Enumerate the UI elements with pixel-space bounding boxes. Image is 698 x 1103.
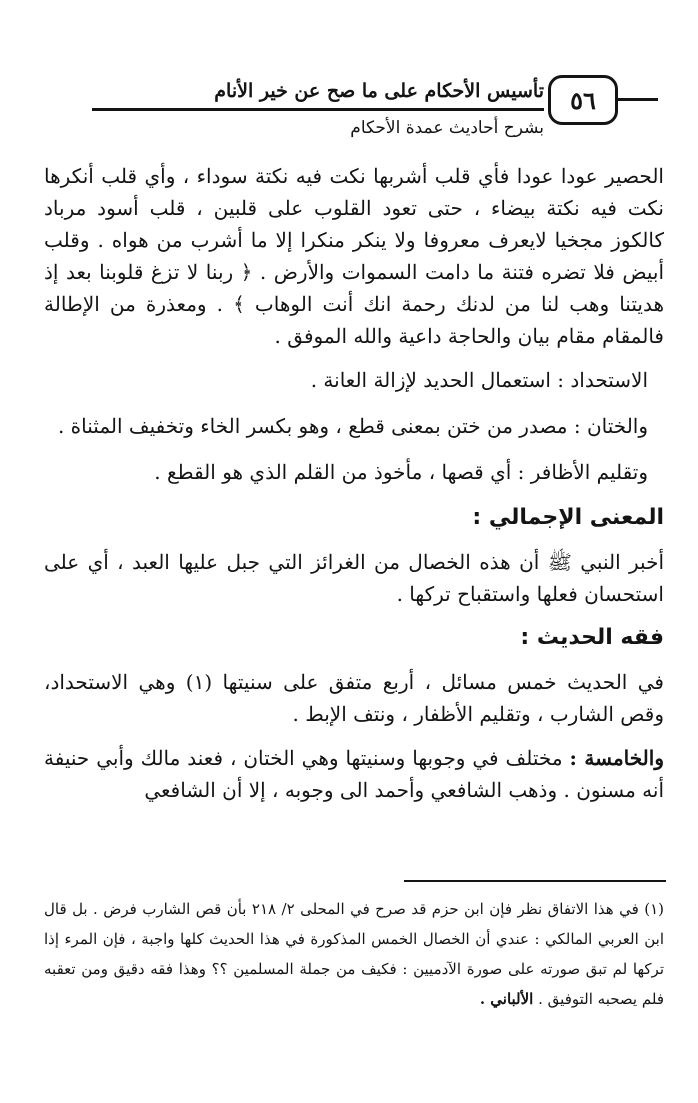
header-rule (92, 108, 544, 111)
footnote-text: (١) في هذا الاتفاق نظر فإن ابن حزم قد صرح في المحلى ٢/ ٢١٨ بأن قص الشارب فرض . بل قال ابن العربي المالكي : عندي أن الخصال الخمس المذكورة في هذا الحديث كلها واجبة ، فإن المرء إذا تركها لم تبق صورته على صورة الآدميين : فكيف من جملة المسلمين ؟؟ وهذا فقه دقيق ومن تعقبه فلم يصحبه التوفيق . (44, 900, 665, 1008)
paragraph-fifth-issue (44, 742, 664, 806)
section-heading-general-meaning: المعنى الإجمالي : (472, 505, 664, 530)
paragraph-five-issues: في الحديث خمس مسائل ، أربع متفق على سنيتها (١) وهي الاستحداد، وقص الشارب ، وتقليم الأظفار ، ونتف الإبط . (44, 670, 664, 726)
header-rule-right (618, 98, 658, 101)
paragraph-fifth-text: مختلف في وجوبها وسنيتها وهي الختان ، فعند مالك وأبي حنيفة أنه مسنون . وذهب الشافعي وأحمد الى وجوبه ، إلا أن الشافعي (44, 746, 664, 802)
definition-taqlim: وتقليم الأظافر : أي قصها ، مأخوذ من القلم الذي هو القطع . (154, 460, 648, 484)
main-text (44, 160, 664, 818)
paragraph-fifth-lead: والخامسة : (569, 746, 664, 770)
definition-khitan: والختان : مصدر من ختن بمعنى قطع ، وهو بكسر الخاء وتخفيف المثناة . (57, 414, 648, 438)
footnote-divider (404, 880, 666, 882)
running-header-title: تأسيس الأحكام على ما صح عن خير الأنام (214, 80, 544, 102)
footnote-signature: الألباني . (479, 990, 534, 1008)
page-number: ٥٦ (548, 75, 618, 125)
running-header-subtitle: بشرح أحاديث عمدة الأحكام (350, 118, 544, 138)
paragraph-general-meaning: أخبر النبي ﷺ أن هذه الخصال من الغرائز التي جبل عليها العبد ، أي على استحسان فعلها واستقباح تركها . (44, 550, 664, 606)
paragraph-intro: الحصير عودا عودا فأي قلب أشربها نكت فيه نكتة سوداء ، وأي قلب أنكرها نكت فيه نكتة بيضاء ، حتى تعود القلوب على قلبين ، قلب أسود مرباد كالكوز مجخيا لايعرف معروفا ولا ينكر منكرا إلا ما أشرب من هواه . وقلب أبيض فلا تضره فتنة ما دامت السموات والأرض . ﴿ ربنا لا تزغ قلوبنا بعد إذ هديتنا وهب لنا من لدنك رحمة انك أنت الوهاب ﴾ . ومعذرة من الإطالة فالمقام مقام بيان والحاجة داعية والله الموفق . (44, 164, 664, 348)
definition-istihdad: الاستحداد : استعمال الحديد لإزالة العانة . (310, 368, 648, 392)
footnote (44, 894, 664, 1014)
section-heading-fiqh: فقه الحديث : (520, 625, 664, 650)
